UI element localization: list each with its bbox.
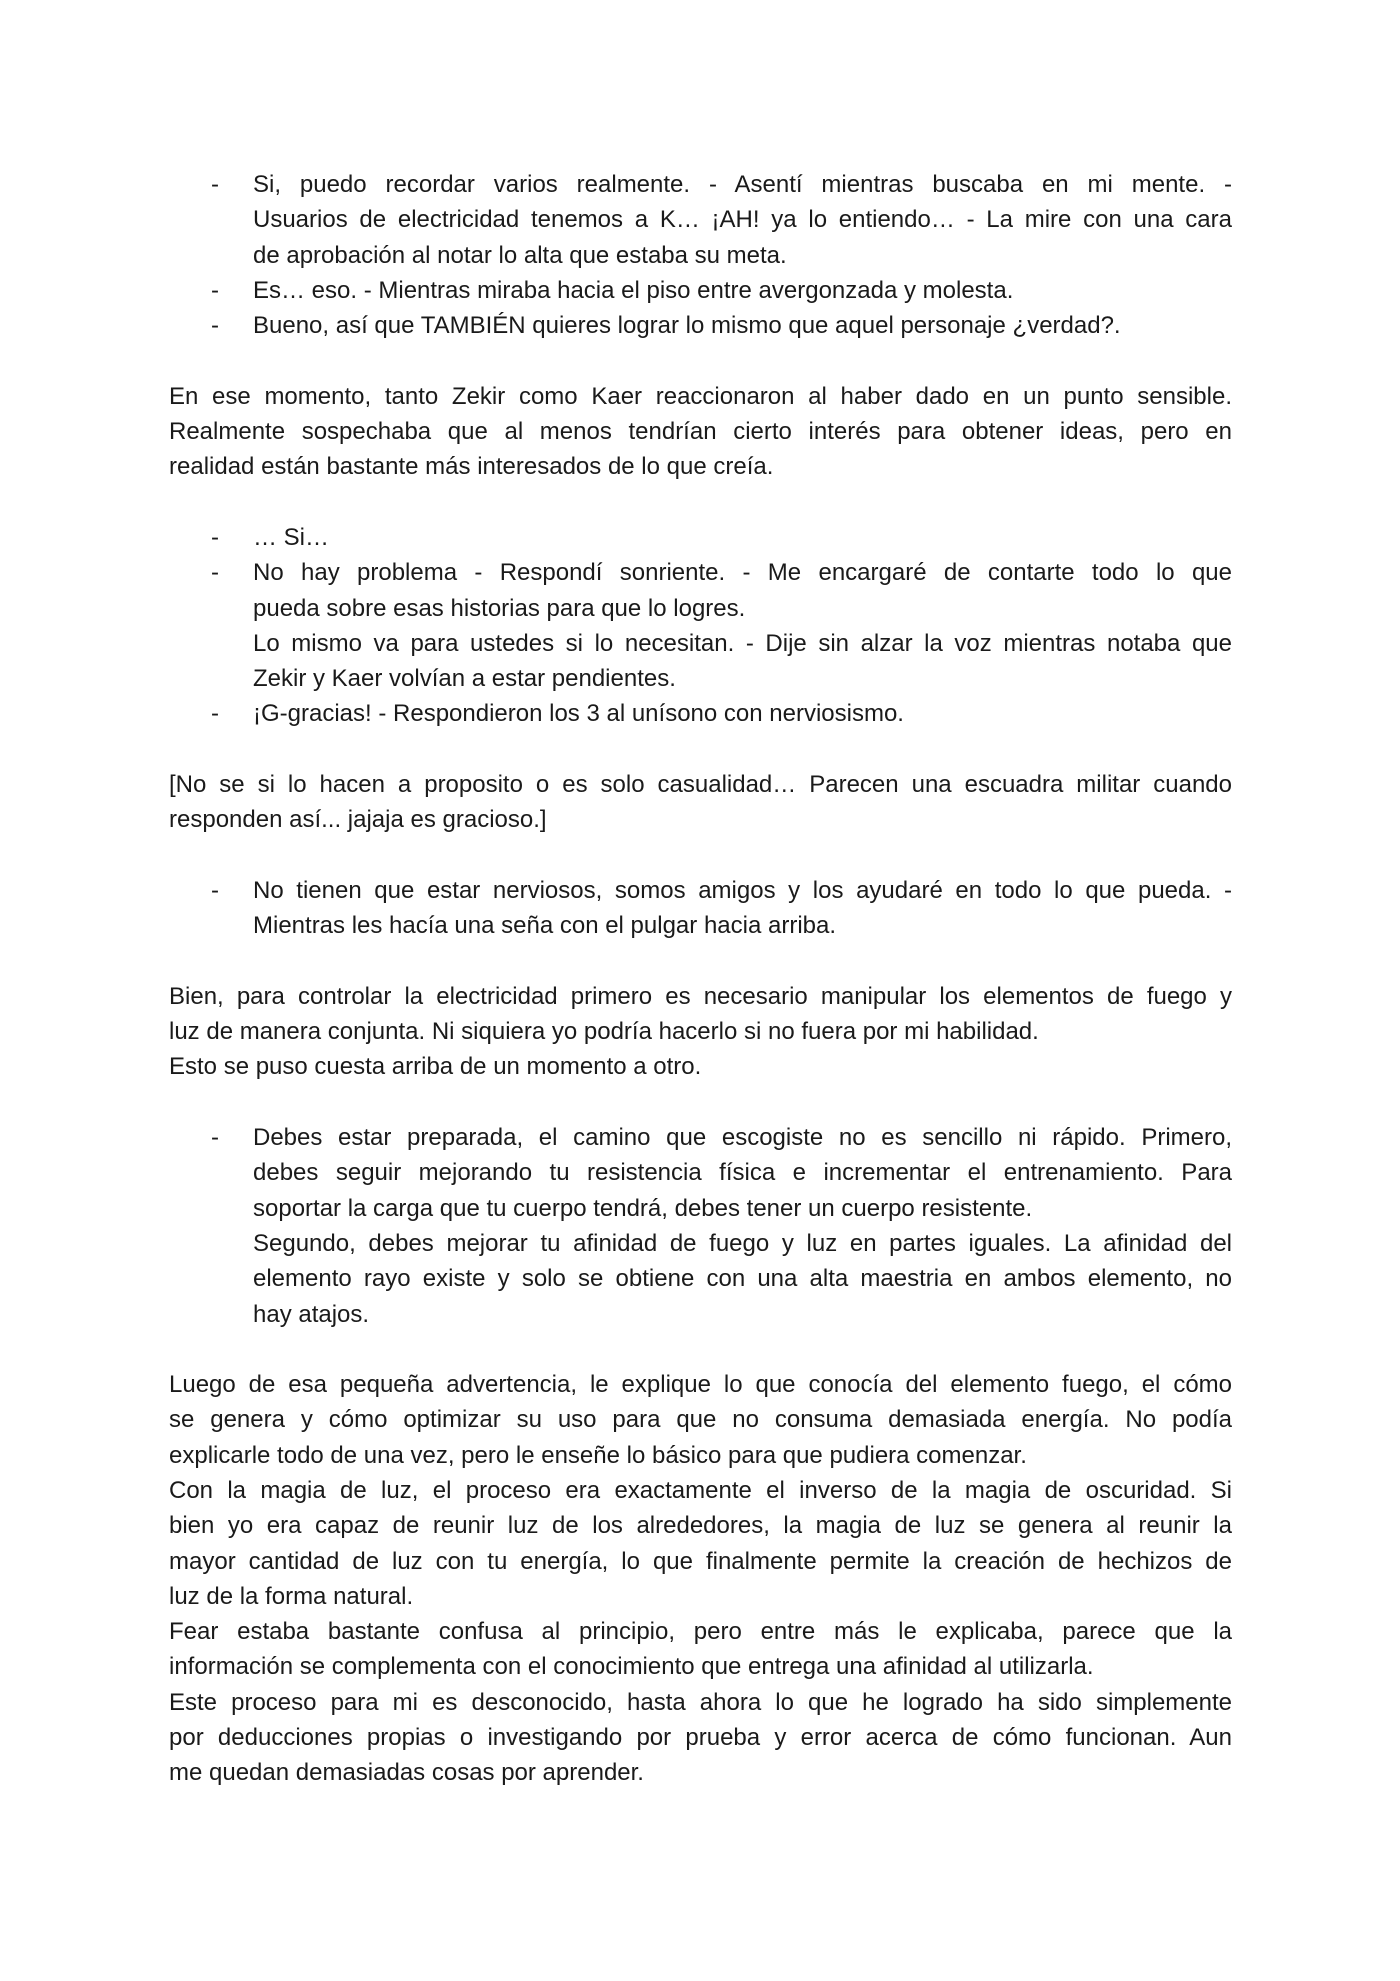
text-line: Si, puedo recordar varios realmente. - Asentí mientras buscaba en mi mente. - <box>253 171 1232 198</box>
text-line: Realmente sospechaba que al menos tendrían cierto interés para obtener ideas, pero en <box>169 418 1232 446</box>
text-line: mayor cantidad de luz con tu energía, lo que finalmente permite la creación de hechizos de <box>169 1547 1232 1575</box>
dialogue-item <box>169 1120 1232 1332</box>
text-line: de aprobación al notar lo alta que estaba su meta. <box>253 241 787 269</box>
text-line: información se complementa con el conocimiento que entrega una afinidad al utilizarla. <box>169 1653 1094 1681</box>
text-line: soportar la carga que tu cuerpo tendrá, debes tener un cuerpo resistente. <box>253 1194 1033 1222</box>
text-line: ¡G-gracias! - Respondieron los 3 al unísono con nerviosismo. <box>253 700 904 728</box>
paragraph <box>169 379 1232 485</box>
text-line: No hay problema - Respondí sonriente. - Me encargaré de contarte todo lo que <box>253 559 1232 587</box>
text-line: por deducciones propias o investigando por prueba y error acerca de cómo funcionan. Aun <box>169 1724 1232 1752</box>
document-body <box>169 167 1232 1791</box>
dialogue-item <box>169 873 1232 944</box>
text-line: explicarle todo de una vez, pero le enseñe lo básico para que pudiera comenzar. <box>169 1441 1027 1469</box>
text-line: Usuarios de electricidad tenemos a K… ¡AH! ya lo entiendo… - La mire con una cara <box>253 206 1232 234</box>
list-dash: - <box>211 276 219 304</box>
list-dash: - <box>211 1124 219 1152</box>
text-line: luz de la forma natural. <box>169 1582 414 1610</box>
text-line: En ese momento, tanto Zekir como Kaer reaccionaron al haber dado en un punto sensible. <box>169 382 1232 410</box>
text-line: Bueno, así que TAMBIÉN quieres lograr lo mismo que aquel personaje ¿verdad?. <box>253 312 1121 340</box>
text-line: Mientras les hacía una seña con el pulgar hacia arriba. <box>253 912 837 940</box>
list-dash: - <box>211 559 219 587</box>
text-line: No tienen que estar nerviosos, somos amigos y los ayudaré en todo lo que pueda. - <box>253 876 1232 904</box>
paragraph <box>169 979 1232 1085</box>
text-line: Fear estaba bastante confusa al principio, pero entre más le explicaba, parece que la <box>169 1618 1232 1646</box>
list-dash: - <box>211 312 219 340</box>
paragraph <box>169 1367 1232 1791</box>
text-line: me quedan demasiadas cosas por aprender. <box>169 1759 644 1787</box>
text-line: Zekir y Kaer volvían a estar pendientes. <box>253 665 676 693</box>
dialogue-item <box>169 520 1232 555</box>
text-line: [No se si lo hacen a proposito o es solo casualidad… Parecen una escuadra militar cuando <box>169 771 1232 799</box>
text-line: Debes estar preparada, el camino que escogiste no es sencillo ni rápido. Primero, <box>253 1124 1232 1152</box>
list-dash: - <box>211 523 219 551</box>
text-line: luz de manera conjunta. Ni siquiera yo podría hacerlo si no fuera por mi habilidad. <box>169 1018 1039 1046</box>
text-line: Luego de esa pequeña advertencia, le explique lo que conocía del elemento fuego, el cómo <box>169 1371 1232 1399</box>
dialogue-item <box>169 555 1232 696</box>
dialogue-item <box>169 167 1232 273</box>
text-line: Este proceso para mi es desconocido, hasta ahora lo que he logrado ha sido simplemente <box>169 1688 1232 1716</box>
text-line: Lo mismo va para ustedes si lo necesitan. - Dije sin alzar la voz mientras notaba que <box>253 629 1232 657</box>
text-line: responden así... jajaja es gracioso.] <box>169 806 547 834</box>
dialogue-item <box>169 273 1232 308</box>
text-line: Segundo, debes mejorar tu afinidad de fuego y luz en partes iguales. La afinidad del <box>253 1229 1232 1257</box>
text-line: Es… eso. - Mientras miraba hacia el piso entre avergonzada y molesta. <box>253 276 1014 304</box>
dialogue-item <box>169 696 1232 731</box>
text-line: elemento rayo existe y solo se obtiene con una alta maestria en ambos elemento, no <box>253 1265 1232 1293</box>
text-line: Con la magia de luz, el proceso era exactamente el inverso de la magia de oscuridad. Si <box>169 1476 1232 1504</box>
text-line: Esto se puso cuesta arriba de un momento a otro. <box>169 1053 702 1081</box>
list-dash: - <box>211 700 219 728</box>
text-line: realidad están bastante más interesados de lo que creía. <box>169 453 774 481</box>
text-line: bien yo era capaz de reunir luz de los alrededores, la magia de luz se genera al reunir la <box>169 1512 1232 1540</box>
list-dash: - <box>211 171 219 198</box>
text-line: … Si… <box>253 523 330 551</box>
text-line: Bien, para controlar la electricidad primero es necesario manipular los elementos de fuego y <box>169 982 1232 1010</box>
text-line: pueda sobre esas historias para que lo logres. <box>253 594 746 622</box>
list-dash: - <box>211 876 219 904</box>
dialogue-item <box>169 308 1232 343</box>
text-line: debes seguir mejorando tu resistencia física e incrementar el entrenamiento. Para <box>253 1159 1232 1187</box>
text-line: se genera y cómo optimizar su uso para que no consuma demasiada energía. No podía <box>169 1406 1232 1434</box>
paragraph <box>169 767 1232 838</box>
text-line: hay atajos. <box>253 1300 370 1328</box>
